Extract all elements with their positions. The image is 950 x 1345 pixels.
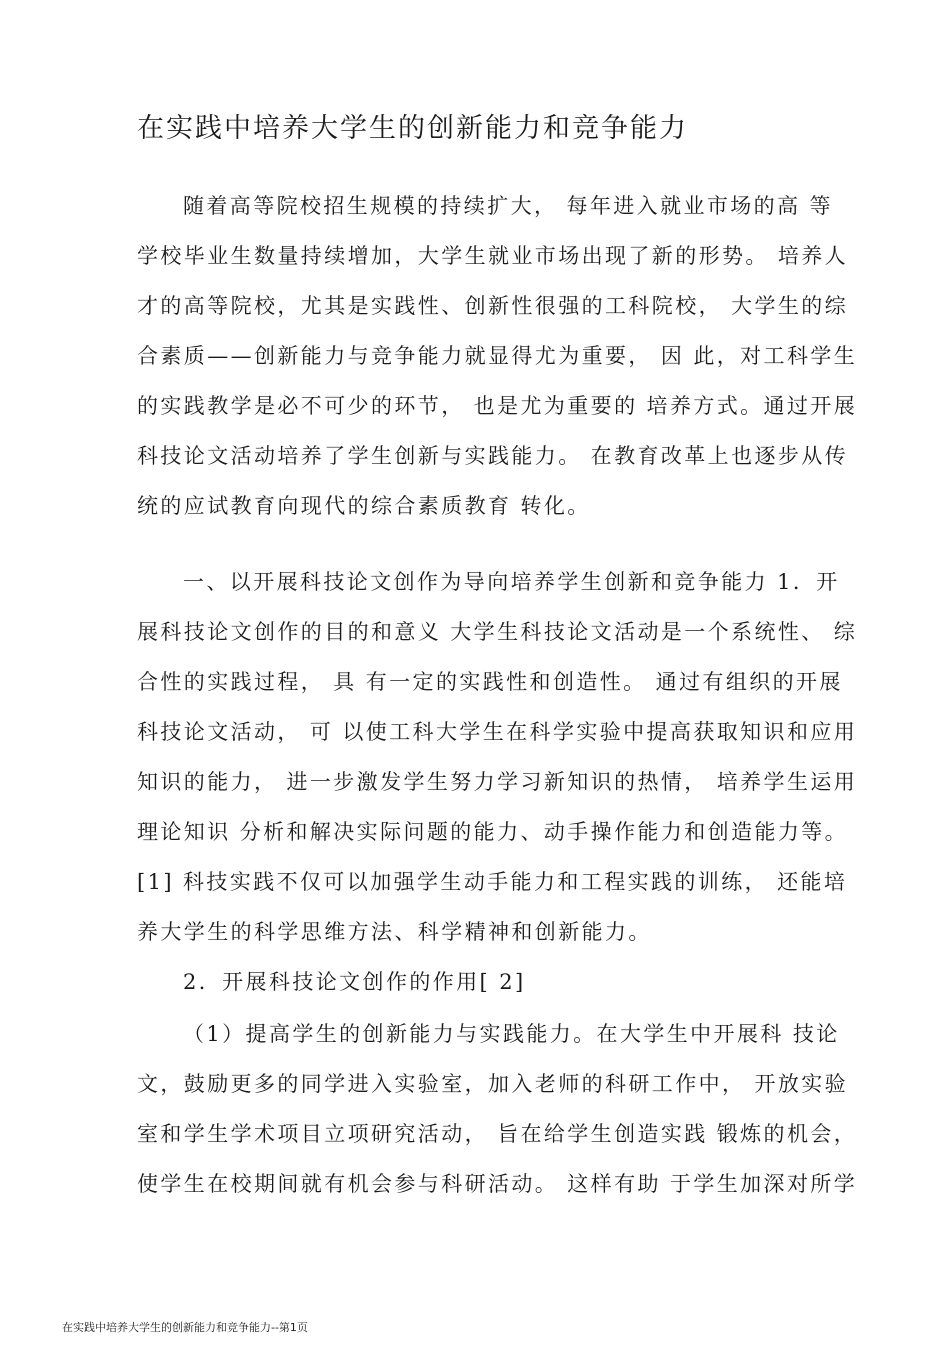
body-line: 的实践教学是必不可少的环节， 也是尤为重要的 培养方式。通过开展 [137,394,858,418]
page-footer: 在实践中培养大学生的创新能力和竞争能力--第1页 [62,1321,308,1334]
body-line: 随着高等院校招生规模的持续扩大， 每年进入就业市场的高 等 [183,194,833,218]
body-line: 合性的实践过程， 具 有一定的实践性和创造性。 通过有组织的开展 [137,670,843,694]
section-heading-line: 一、以开展科技论文创作为导向培养学生创新和竞争能力 1．开 [183,570,840,594]
page-title: 在实践中培养大学生的创新能力和竞争能力 [137,113,688,144]
subsection-heading: 2．开展科技论文创作的作用[ 2] [183,970,526,994]
body-line: 展科技论文创作的目的和意义 大学生科技论文活动是一个系统性、 综 [137,620,858,644]
body-line: 理论知识 分析和解决实际问题的能力、动手操作能力和创造能力等。 [137,820,849,844]
body-line: 使学生在校期间就有机会参与科研活动。 这样有助 于学生加深对所学 [137,1172,858,1196]
body-line: 合素质——创新能力与竞争能力就显得尤为重要， 因 此，对工科学生 [137,344,858,368]
body-line: （1）提高学生的创新能力与实践能力。在大学生中开展科 技论 [183,1022,840,1046]
body-line: 才的高等院校，尤其是实践性、创新性很强的工科院校， 大学生的综 [137,294,849,318]
body-line: 科技论文活动培养了学生创新与实践能力。 在教育改革上也逐步从传 [137,444,849,468]
body-line: 养大学生的科学思维方法、科学精神和创新能力。 [137,920,652,944]
body-line: 知识的能力， 进一步激发学生努力学习新知识的热情， 培养学生运用 [137,770,858,794]
body-line: 统的应试教育向现代的综合素质教育 转化。 [137,494,591,518]
body-line: 室和学生学术项目立项研究活动， 旨在给学生创造实践 锻炼的机会， [137,1122,858,1146]
body-line: 科技论文活动， 可 以使工科大学生在科学实验中提高获取知识和应用 [137,720,858,744]
body-line: 学校毕业生数量持续增加，大学生就业市场出现了新的形势。 培养人 [137,244,849,268]
body-line: 文，鼓励更多的同学进入实验室，加入老师的科研工作中， 开放实验 [137,1072,849,1096]
body-line: [1] 科技实践不仅可以加强学生动手能力和工程实践的训练， 还能培 [137,870,848,894]
